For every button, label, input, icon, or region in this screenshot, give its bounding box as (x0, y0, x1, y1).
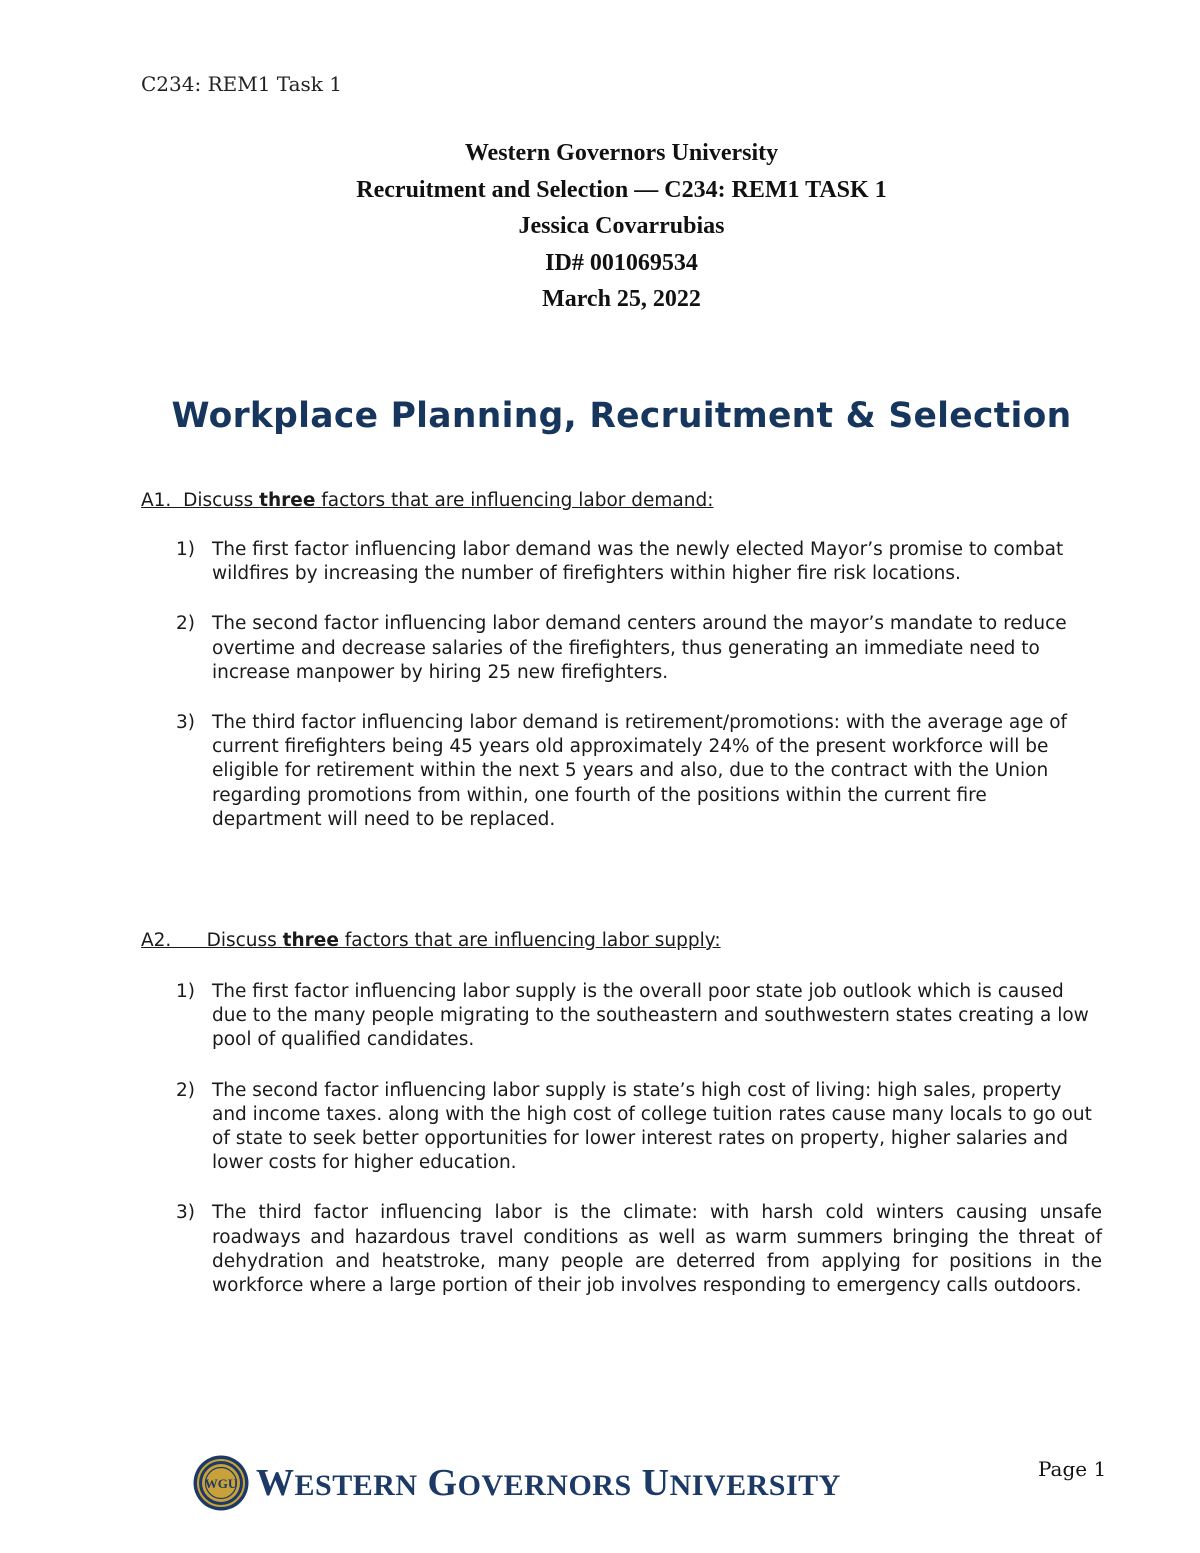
university-name: Western Governors University (464, 140, 779, 166)
list-item (176, 980, 1102, 1053)
item-number: 3) (176, 1202, 195, 1224)
section-heading-a1 (141, 490, 713, 511)
item-number: 3) (176, 712, 195, 734)
labor-demand-list (176, 538, 1102, 832)
section-a1-label: A1. Discuss (141, 490, 260, 511)
item-number: 1) (176, 981, 195, 1002)
list-item (176, 711, 1102, 832)
list-item (176, 612, 1102, 685)
list-item (176, 538, 1102, 586)
item-text: The second factor influencing labor demand centers around the mayor’s mandate to reduce overtime and decrease salaries of the firefighters, thus generating an immediate need to increase manpower by hiring 25 new firefighters. (212, 613, 1067, 683)
section-a1-emphasis: three (259, 490, 316, 511)
author-name: Jessica Covarrubias (518, 213, 725, 239)
labor-supply-list (176, 980, 1102, 1298)
item-text: The first factor influencing labor demand was the newly elected Mayor’s promise to combat wildfires by increasing the number of firefighters within higher fire risk locations. (212, 539, 1064, 585)
item-text: The third factor influencing labor is the climate: with harsh cold winters causing unsafe roadways and hazardous travel conditions as well as warm summers bringing the threat of dehydration and heatstroke, many people are deterred from applying for positions in the workforce where a large portion of their job involves responding to emergency calls outdoors. (212, 1202, 1102, 1297)
section-a2-emphasis: three (282, 930, 339, 951)
wgu-logo (192, 1452, 841, 1514)
running-header: C234: REM1 Task 1 (141, 72, 342, 96)
document-date: March 25, 2022 (542, 286, 701, 312)
list-item (176, 1079, 1102, 1176)
document-title: Workplace Planning, Recruitment & Selection (171, 396, 1072, 436)
list-item (176, 1201, 1102, 1298)
item-number: 2) (176, 1079, 195, 1101)
section-heading-a2 (141, 930, 721, 951)
course-title: Recruitment and Selection — C234: REM1 TASK 1 (356, 176, 887, 203)
page-number: Page 1 (1038, 1457, 1107, 1481)
section-a2-rest: factors that are influencing labor supply: (338, 930, 721, 951)
section-a2-label: A2. Discuss (141, 930, 283, 951)
wgu-seal-icon (192, 1454, 250, 1512)
wgu-wordmark: WESTERN GOVERNORS UNIVERSITY (256, 1462, 841, 1504)
title-block (0, 138, 1200, 321)
section-a1-rest: factors that are influencing labor demand: (315, 490, 714, 511)
item-text: The first factor influencing labor supply is the overall poor state job outlook which is caused due to the many people migrating to the southeastern and southwestern states creating a low pool of qualified candidates. (212, 981, 1089, 1051)
item-number: 2) (176, 613, 195, 635)
item-text: The second factor influencing labor supply is state’s high cost of living: high sales, property and income taxes. along with the high cost of college tuition rates cause many locals to go out of state to seek better opportunities for lower interest rates on property, higher salaries and lower costs for higher education. (212, 1079, 1092, 1174)
seal-text: WGU (204, 1476, 238, 1491)
item-number: 1) (176, 539, 195, 560)
item-text: The third factor influencing labor demand is retirement/promotions: with the average age of current firefighters being 45 years old approximately 24% of the present workforce will be eligible for retirement within the next 5 years and also, due to the contract with the Union regarding promotions from within, one fourth of the positions within the current fire department will need to be replaced. (212, 712, 1068, 830)
student-id: ID# 001069534 (545, 249, 698, 276)
